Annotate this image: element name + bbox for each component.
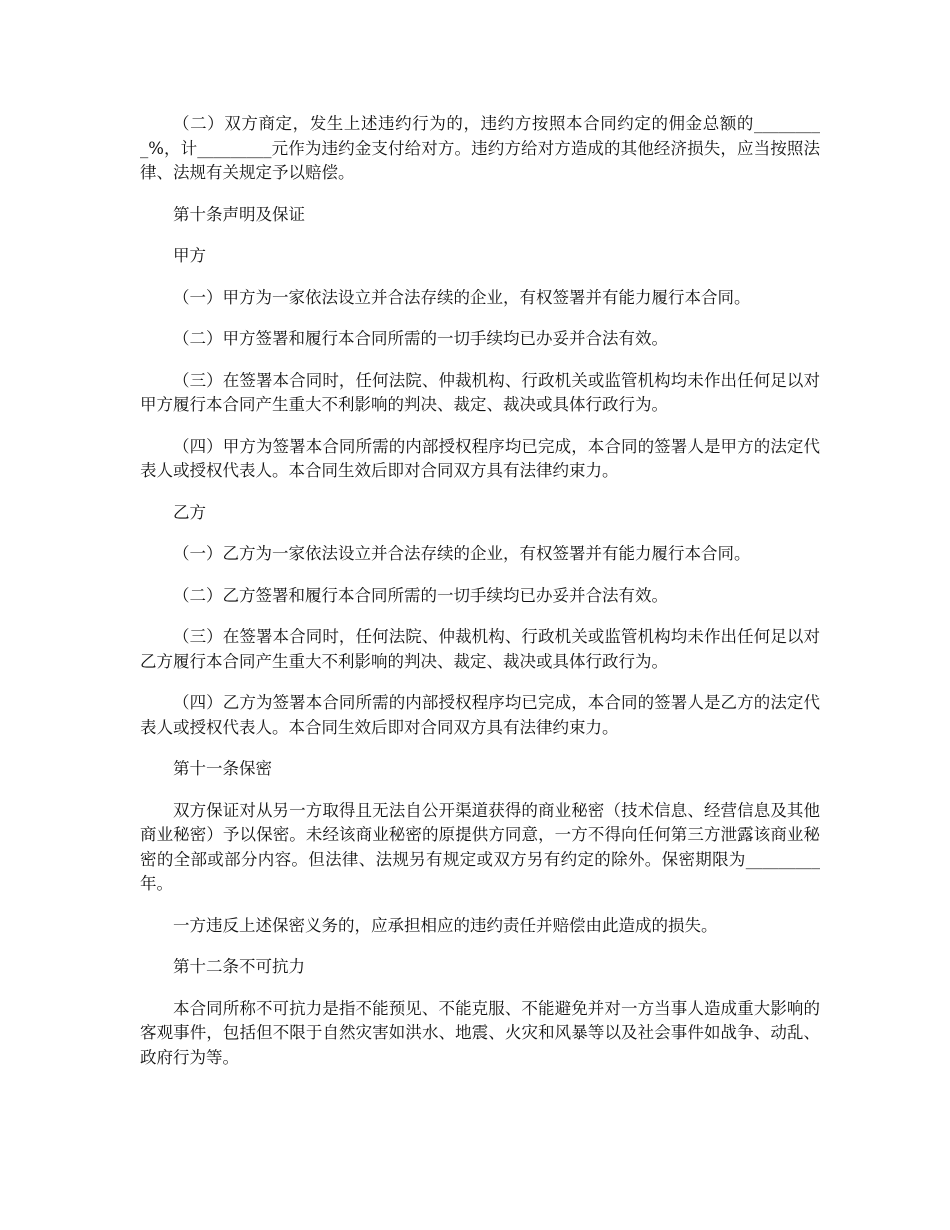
clause-9-2-liquidated-damages: （二）双方商定，发生上述违约行为的，违约方按照本合同约定的佣金总额的_________%，计_________元作为违约金支付给对方。违约方给对方造成的其他经济损失，应当按照法律、法规有关规定予以赔偿。 <box>140 114 820 182</box>
party-b-clause-2: （二）乙方签署和履行本合同所需的一切手续均已办妥并合法有效。 <box>173 585 668 605</box>
article-10-heading: 第十条声明及保证 <box>173 204 305 224</box>
party-a-clause-4: （四）甲方为签署本合同所需的内部授权程序均已完成，本合同的签署人是甲方的法定代表人或授权代表人。本合同生效后即对合同双方具有法律约束力。 <box>140 436 820 480</box>
party-a-label: 甲方 <box>173 246 206 265</box>
article-12-heading: 第十二条不可抗力 <box>173 957 305 976</box>
party-b-label: 乙方 <box>173 502 206 522</box>
article-11-heading: 第十一条保密 <box>173 759 272 778</box>
party-b-clause-3: （三）在签署本合同时，任何法院、仲裁机构、行政机关或监管机构均未作出任何足以对乙方履行本合同产生重大不利影响的判决、裁定、裁决或具体行政行为。 <box>140 627 820 671</box>
party-a-clause-1: （一）甲方为一家依法设立并合法存续的企业，有权签署并有能力履行本合同。 <box>173 287 751 307</box>
force-majeure-definition: 本合同所称不可抗力是指不能预见、不能克服、不能避免并对一方当事人造成重大影响的客观事件，包括但不限于自然灾害如洪水、地震、火灾和风暴等以及社会事件如战争、动乱、政府行为等。 <box>140 998 820 1067</box>
confidentiality-breach-clause: 一方违反上述保密义务的，应承担相应的违约责任并赔偿由此造成的损失。 <box>173 915 718 935</box>
party-b-clause-1: （一）乙方为一家依法设立并合法存续的企业，有权签署并有能力履行本合同。 <box>173 544 751 563</box>
party-a-clause-3: （三）在签署本合同时，任何法院、仲裁机构、行政机关或监管机构均未作出任何足以对甲方履行本合同产生重大不利影响的判决、裁定、裁决或具体行政行为。 <box>140 370 820 414</box>
confidentiality-clause: 双方保证对从另一方取得且无法自公开渠道获得的商业秘密（技术信息、经营信息及其他商业秘密）予以保密。未经该商业秘密的原提供方同意，一方不得向任何第三方泄露该商业秘密的全部或部分内容。但法律、法规另有规定或双方另有约定的除外。保密期限为_________年。 <box>140 800 820 893</box>
party-b-clause-4: （四）乙方为签署本合同所需的内部授权程序均已完成，本合同的签署人是乙方的法定代表人或授权代表人。本合同生效后即对合同双方具有法律约束力。 <box>140 693 820 737</box>
party-a-clause-2: （二）甲方签署和履行本合同所需的一切手续均已办妥并合法有效。 <box>173 329 668 348</box>
document-page <box>140 112 820 1087</box>
